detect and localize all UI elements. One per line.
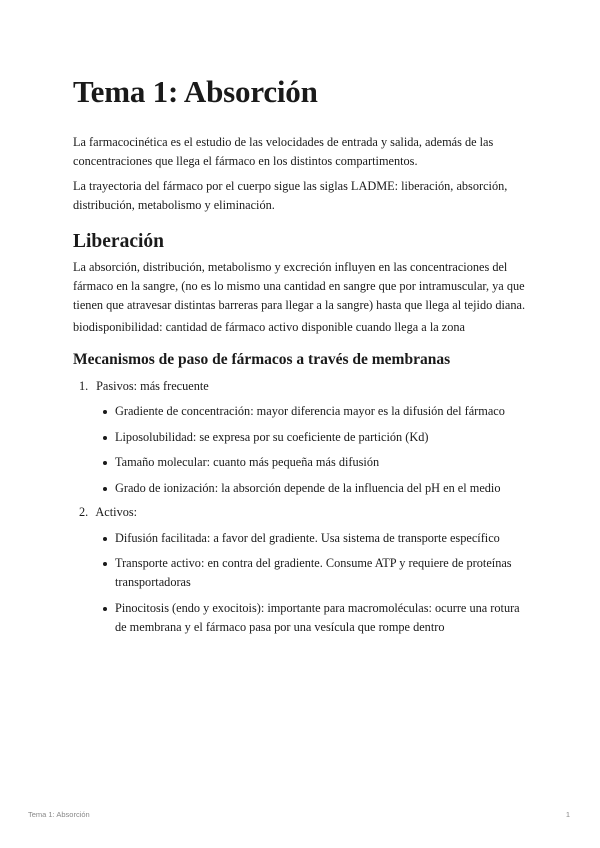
footer-page-number: 1 bbox=[565, 810, 570, 819]
bullet-text: Gradiente de concentración: mayor diferencia mayor es la difusión del fármaco bbox=[115, 404, 505, 418]
bullet-text: Transporte activo: en contra del gradiente. Consume ATP y requiere de proteínas transportadoras bbox=[115, 556, 512, 589]
intro-paragraph-2: La trayectoria del fármaco por el cuerpo sigue las siglas LADME: liberación, absorción, distribución, metabolismo y eliminación. bbox=[73, 179, 508, 212]
list-number: 1. bbox=[79, 379, 89, 393]
list-number: 2. bbox=[79, 505, 89, 519]
bullet-text: Pinocitosis (endo y exocitois): importante para macromoléculas: ocurre una rotura de membrana y el fármaco pasa por una vesícula que rompe dentro bbox=[115, 601, 520, 634]
section-heading-liberacion: Liberación bbox=[73, 231, 164, 252]
bullet-dot-icon bbox=[103, 562, 107, 566]
bullet-text: Tamaño molecular: cuanto más pequeña más difusión bbox=[115, 455, 380, 469]
liberacion-paragraph-1: La absorción, distribución, metabolismo y excreción influyen en las concentraciones del fármaco en la sangre, (no es lo mismo una cantidad en sangre que por intramuscular, ya que tienen que atravesar distintas barreras para llegar a la sangre) hasta que llega al tejido diana. bbox=[73, 260, 526, 312]
page-title: Tema 1: Absorción bbox=[73, 74, 318, 109]
ordered-list-item bbox=[79, 503, 137, 522]
bullet-dot-icon bbox=[103, 607, 107, 611]
bullet-item bbox=[103, 599, 523, 637]
intro-paragraph-1: La farmacocinética es el estudio de las velocidades de entrada y salida, además de las concentraciones que llega el fármaco en los distintos compartimentos. bbox=[73, 135, 494, 168]
bullet-item bbox=[103, 554, 523, 592]
footer-title: Tema 1: Absorción bbox=[28, 810, 90, 819]
bullet-text: Grado de ionización: la absorción depende de la influencia del pH en el medio bbox=[115, 481, 501, 495]
liberacion-paragraph-2: biodisponibilidad: cantidad de fármaco activo disponible cuando llega a la zona bbox=[73, 320, 466, 334]
bullet-dot-icon bbox=[103, 487, 107, 491]
bullet-text: Liposolubilidad: se expresa por su coeficiente de partición (Kd) bbox=[115, 430, 429, 444]
bullet-item bbox=[103, 479, 523, 498]
bullet-dot-icon bbox=[103, 537, 107, 541]
bullet-item bbox=[103, 428, 523, 447]
bullet-dot-icon bbox=[103, 461, 107, 465]
bullet-dot-icon bbox=[103, 436, 107, 440]
bullet-text: Difusión facilitada: a favor del gradiente. Usa sistema de transporte específico bbox=[115, 531, 500, 545]
bullet-dot-icon bbox=[103, 410, 107, 414]
ordered-list-item bbox=[79, 377, 209, 396]
list-item-label: Activos: bbox=[95, 505, 138, 519]
subsection-heading-mecanismos: Mecanismos de paso de fármacos a través de membranas bbox=[73, 351, 451, 368]
bullet-item bbox=[103, 529, 523, 548]
bullet-item bbox=[103, 453, 523, 472]
list-item-label: Pasivos: más frecuente bbox=[96, 379, 209, 393]
bullet-item bbox=[103, 402, 523, 421]
